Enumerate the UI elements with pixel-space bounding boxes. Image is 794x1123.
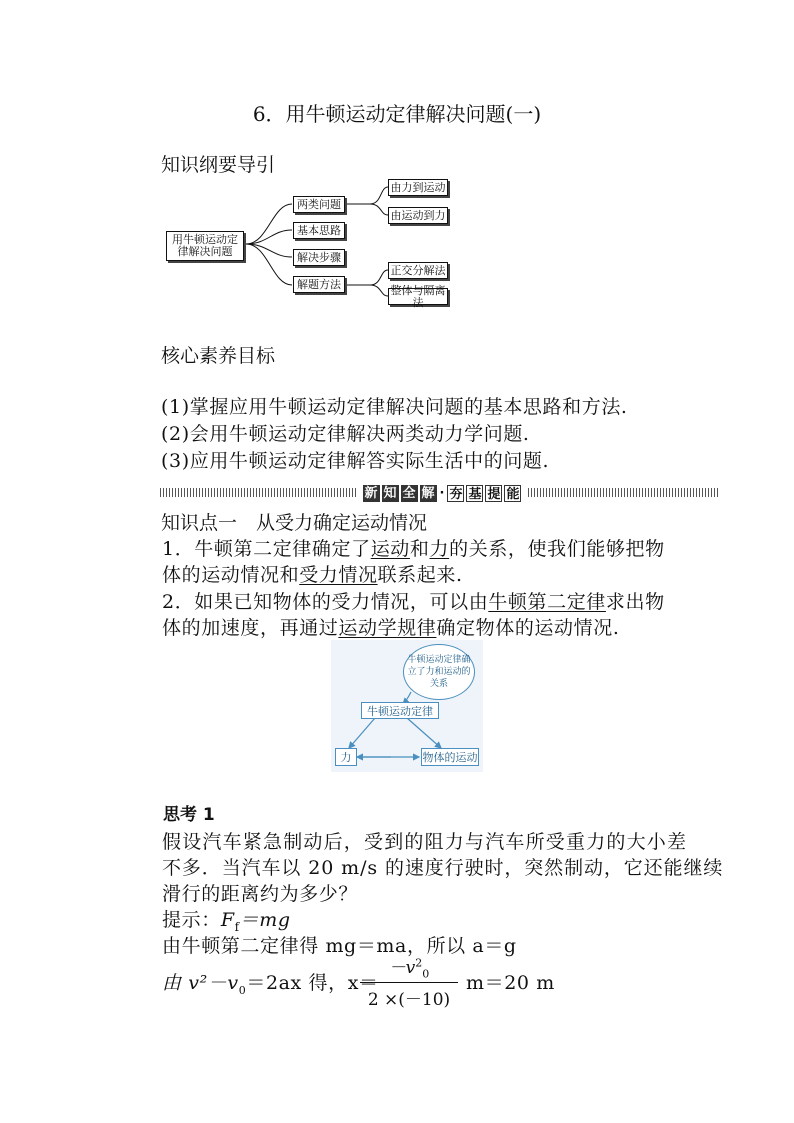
concept-left-box: 力 [335,748,357,766]
fill-blank: 运动 [370,538,410,560]
fill-blank: 运动学规律 [338,617,437,639]
text: 联系起来. [377,564,463,586]
mindmap-branch-steps: 解决步骤 [293,249,345,266]
mindmap-branch-two-types: 两类问题 [293,196,345,213]
mindmap-branch-basic-idea: 基本思路 [293,222,345,239]
banner-char: 提 [487,486,501,502]
banner-dot: · [439,485,445,501]
fill-blank: 力 [429,538,450,560]
goal-2: (2)会用牛顿运动定律解决两类动力学问题. [161,423,530,445]
concept-diagram [331,640,483,772]
banner-char: 新 [364,485,378,501]
banner-hatch-right [522,488,718,497]
math: ＝mg [239,909,291,931]
para2-line1 [162,587,665,614]
banner-char: 基 [468,486,482,502]
outline-heading: 知识纲要导引 [161,154,276,176]
mindmap-leaf-orthogonal: 正交分解法 [388,262,448,279]
math: 由 v²－v [162,972,239,994]
banner-char: 知 [383,485,397,501]
text: 体的加速度，再通过 [162,617,339,639]
mindmap-leaf-motion-to-force: 由运动到力 [388,207,448,224]
mindmap-branch-methods: 解题方法 [293,276,345,293]
banner-char: 全 [402,485,416,501]
hint-line-1 [162,905,291,934]
think-line-1: 假设汽车紧急制动后，受到的阻力与汽车所受重力的大小差 [162,831,688,853]
mind-map [160,175,460,309]
banner-char: 夯 [449,486,463,502]
knowledge-point-heading: 知识点一 从受力确定运动情况 [161,512,428,534]
text: 1．牛顿第二定律确定了 [162,538,371,560]
math: －v [388,958,416,978]
banner-hatch-left [160,488,360,497]
text: 体的运动情况和 [162,564,300,586]
hint-label: 提示： [162,909,221,931]
text: 2．如果已知物体的受力情况，可以由 [162,591,489,613]
hint-line-2: 由牛顿第二定律得 mg＝ma，所以 a＝g [162,935,517,957]
concept-right-box: 物体的运动 [421,748,479,766]
fraction-numerator: $-v^2_0$ [360,953,458,983]
banner-char: 解 [421,485,435,501]
concept-bubble: 牛顿运动定律确立了力和运动的关系 [403,644,475,700]
think-heading: 思考 1 [163,805,215,825]
math: ＝2ax 得，x＝ [246,972,379,994]
text: 和 [409,538,430,560]
concept-center-box: 牛顿运动定律 [361,702,439,719]
goal-1: (1)掌握应用牛顿运动定律解决问题的基本思路和方法. [161,396,628,418]
mindmap-leaf-whole-isolation: 整体与隔离法 [388,288,448,305]
math: F [220,909,235,931]
text: 求出物 [605,591,665,613]
math-sub: f [234,919,240,934]
fraction [360,953,458,1010]
hint-line-3-prefix: 由 $v^2-v_0=2ax$ 得，x＝ [162,972,379,997]
page-title: 6．用牛顿运动定律解决问题(一) [252,102,542,126]
fill-blank: 牛顿第二定律 [488,591,606,613]
mindmap-leaf-force-to-motion: 由力到运动 [388,179,448,196]
fraction-denominator: 2 ×(－10) [367,990,451,1011]
para1-line2 [162,560,463,587]
think-line-2: 不多．当汽车以 20 m/s 的速度行驶时，突然制动，它还能继续 [162,857,724,879]
banner-char: 能 [506,486,520,502]
goal-3: (3)应用牛顿运动定律解答实际生活中的问题. [161,450,550,472]
fill-blank: 受力情况 [299,564,378,586]
banner-title [358,484,526,502]
section-banner [160,484,718,502]
para2-line2 [162,613,619,640]
think-line-3: 滑行的距离约为多少？ [162,883,359,905]
text: 确定物体的运动情况. [436,617,620,639]
para1-line1 [162,534,665,561]
text: 的关系，使我们能够把物 [449,538,665,560]
hint-line-3-suffix: m＝20 m [466,972,555,994]
mindmap-root: 用牛顿运动定律解决问题 [166,231,244,261]
core-heading: 核心素养目标 [161,345,276,367]
